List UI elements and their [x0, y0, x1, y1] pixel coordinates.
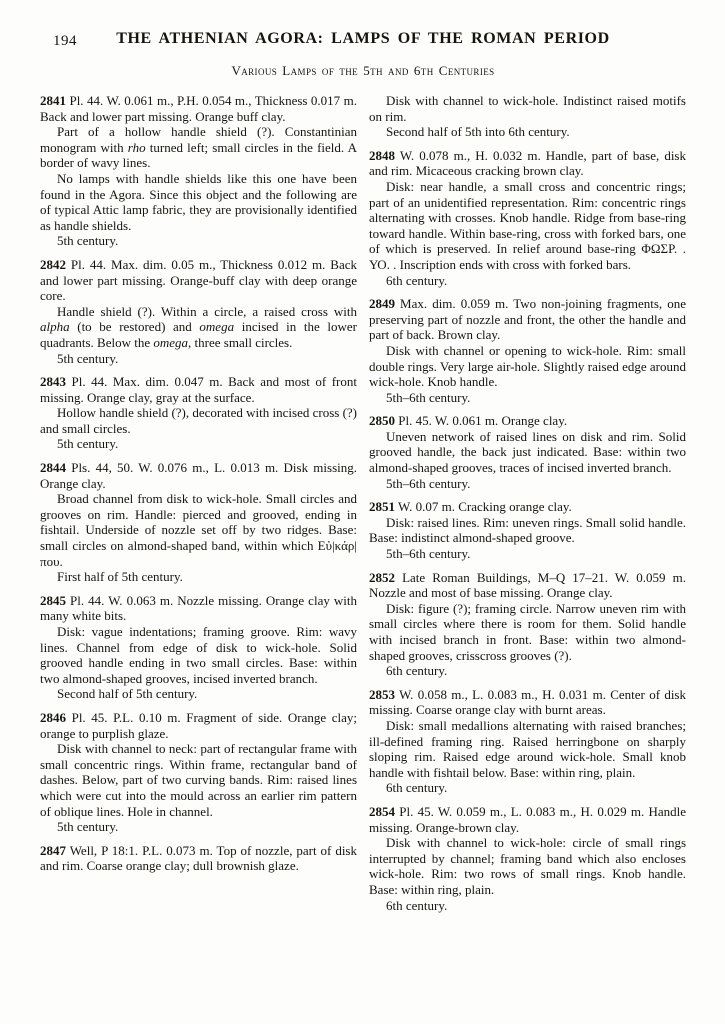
paragraph — [369, 390, 686, 406]
paragraph — [40, 93, 357, 124]
page-title: THE ATHENIAN AGORA: LAMPS OF THE ROMAN PERIOD — [116, 30, 610, 47]
text-segment: No lamps with handle shields like this one have been found in the Agora. Since this object and the following are of typical Attic lamp fabric, they are provisionally identified as handle shields. — [40, 170, 357, 233]
text-segment: Second half of 5th century. — [57, 686, 198, 702]
text-segment: , three small circles. — [188, 334, 293, 350]
text-segment: Pl. 44. W. 0.061 m., P.H. 0.054 m., Thickness 0.017 m. Back and lower part missing. Orange buff clay. — [40, 93, 357, 124]
catalog-entry-2847 — [40, 843, 357, 874]
catalog-number: 2852 — [369, 569, 395, 585]
text-segment: Pl. 44. Max. dim. 0.05 m., Thickness 0.012 m. Back and lower part missing. Orange-buff clay with deep orange core. — [40, 256, 357, 304]
catalog-number: 2853 — [369, 686, 395, 702]
text-segment: 5th century. — [57, 436, 119, 452]
catalog-number: 2847 — [40, 842, 66, 858]
paragraph — [369, 804, 686, 835]
text-segment: Disk with channel to wick-hole: circle of small rings interrupted by channel; framing band which also encloses wick-hole. Rim: two rows of small rings. Knob handle. Base: within ring, plain. — [369, 835, 686, 897]
paragraph — [369, 687, 686, 718]
text-segment: 5th–6th century. — [386, 475, 471, 491]
text-segment: 5th century. — [57, 350, 119, 366]
catalog-entry-2852 — [369, 570, 686, 679]
catalog-number: 2848 — [369, 147, 395, 163]
paragraph — [369, 273, 686, 289]
catalog-entry-2851 — [369, 499, 686, 561]
catalog-entry-2842 — [40, 257, 357, 366]
text-segment: Disk with channel or opening to wick-hole. Rim: small double rings. Very large air-hole. Slightly raised edge around wick-hole. Knob handle. — [369, 342, 686, 390]
paragraph — [40, 304, 357, 351]
paragraph — [369, 835, 686, 897]
paragraph — [40, 593, 357, 624]
catalog-number: 2843 — [40, 374, 66, 390]
text-segment: Part of a hollow handle shield (?). Constantinian monogram with — [40, 124, 357, 155]
text-segment: Pl. 44. Max. dim. 0.047 m. Back and most of front missing. Orange clay, gray at the surface. — [40, 374, 357, 405]
text-segment: Pl. 45. P.L. 0.10 m. Fragment of side. Orange clay; orange to purplish glaze. — [40, 709, 357, 741]
italic-term: rho — [127, 139, 146, 155]
text-segment: 5th century. — [57, 233, 119, 249]
paragraph — [369, 663, 686, 679]
text-segment: Second half of 5th into 6th century. — [386, 124, 570, 140]
italic-term: omega — [199, 319, 235, 335]
text-segment: Disk with channel to wick-hole. Indistinct raised motifs on rim. — [369, 93, 686, 124]
page-header — [40, 30, 686, 52]
text-segment: Disk: raised lines. Rim: uneven rings. Small solid handle. Base: indistinct almond-shaped groove. — [369, 514, 686, 546]
paragraph — [369, 570, 686, 601]
text-segment: Max. dim. 0.059 m. Two non-joining fragments, one preserving part of nozzle and front, the other the handle and part of back. Brown clay. — [369, 296, 686, 343]
paragraph — [369, 429, 686, 476]
text-columns — [40, 93, 686, 921]
text-segment: W. 0.058 m., L. 0.083 m., H. 0.031 m. Center of disk missing. Coarse orange clay with burnt areas. — [369, 686, 686, 718]
paragraph — [40, 171, 357, 233]
catalog-entry-2850 — [369, 413, 686, 491]
text-segment: Uneven network of raised lines on disk and rim. Solid grooved handle, the back just indicated. Base: within two almond-shaped grooves, traces of incised inverted branch. — [369, 428, 686, 476]
text-segment: Pl. 45. W. 0.061 m. Orange clay. — [395, 413, 568, 429]
text-segment: W. 0.07 m. Cracking orange clay. — [395, 499, 572, 515]
catalog-entry-2849 — [369, 296, 686, 405]
paragraph — [369, 898, 686, 914]
catalog-entry-2843 — [40, 374, 357, 452]
paragraph — [40, 405, 357, 436]
text-segment: Handle shield (?). Within a circle, a raised cross with — [57, 303, 357, 319]
page-number: 194 — [53, 33, 77, 49]
text-segment: Disk with channel to neck: part of rectangular frame with small concentric rings. Within frame, rectangular band of dashes. Below, part of two curving bands. Rim: raised lines which were cut into the mould across an earlier rim pattern of oblique lines. Hole in channel. — [40, 741, 357, 819]
text-segment: 6th century. — [386, 780, 448, 796]
catalog-number: 2845 — [40, 592, 66, 608]
catalog-entry-2848 — [369, 148, 686, 288]
catalog-number: 2849 — [369, 296, 395, 312]
paragraph — [369, 515, 686, 546]
text-segment: First half of 5th century. — [57, 569, 183, 585]
paragraph — [369, 546, 686, 562]
text-segment: Pls. 44, 50. W. 0.076 m., L. 0.013 m. Disk missing. Orange clay. — [40, 460, 357, 491]
paragraph — [40, 624, 357, 686]
text-segment: Disk: near handle, a small cross and concentric rings; part of an unidentified representation. Rim: concentric rings alternating with crosses. Knob handle. Ridge from base-ring toward handle. Within base-ring, cross with forked bars, one of which is preserved. In relief around base-ring ΦΩΣΡ. . ΥΟ. . Inscription ends with cross with forked bars. — [369, 178, 686, 272]
text-segment: Well, P 18:1. P.L. 0.073 m. Top of nozzle, part of disk and rim. Coarse orange clay; dull brownish glaze. — [40, 842, 357, 874]
paragraph — [369, 93, 686, 124]
paragraph — [40, 741, 357, 819]
text-segment: W. 0.078 m., H. 0.032 m. Handle, part of base, disk and rim. Micaceous cracking brown clay. — [369, 147, 686, 179]
catalog-number: 2844 — [40, 460, 66, 476]
paragraph — [369, 179, 686, 273]
paragraph — [40, 436, 357, 452]
paragraph — [40, 233, 357, 249]
paragraph — [369, 413, 686, 429]
paragraph — [40, 124, 357, 171]
paragraph — [40, 569, 357, 585]
paragraph — [369, 476, 686, 492]
paragraph — [369, 343, 686, 390]
paragraph — [369, 296, 686, 343]
catalog-number: 2846 — [40, 709, 66, 725]
paragraph — [40, 819, 357, 835]
catalog-entry-2846 — [40, 710, 357, 835]
section-heading: Various Lamps of the 5th and 6th Centuries — [231, 63, 495, 78]
paragraph — [40, 257, 357, 304]
catalog-entry-2853 — [369, 687, 686, 796]
text-segment: Late Roman Buildings, M–Q 17–21. W. 0.059 m. Nozzle and most of base missing. Orange clay. — [369, 569, 686, 601]
paragraph — [40, 843, 357, 874]
paragraph — [369, 148, 686, 179]
paragraph — [369, 499, 686, 515]
text-segment: Hollow handle shield (?), decorated with incised cross (?) and small circles. — [40, 405, 357, 436]
text-segment: Pl. 44. W. 0.063 m. Nozzle missing. Orange clay with many white bits. — [40, 592, 357, 624]
text-segment: 6th century. — [386, 663, 448, 679]
text-segment: 5th century. — [57, 819, 119, 835]
paragraph — [369, 780, 686, 796]
text-segment: Disk: small medallions alternating with raised branches; ill-defined framing ring. Raised herringbone on sharply sloping rim. Raised edge around wick-hole. Small knob handle with fishtail below. Base: within ring, plain. — [369, 717, 686, 780]
catalog-number: 2841 — [40, 93, 66, 108]
catalog-number: 2851 — [369, 499, 395, 515]
paragraph — [369, 718, 686, 780]
catalog-entry-2847-continued — [369, 93, 686, 140]
paragraph — [40, 491, 357, 569]
catalog-entry-2844 — [40, 460, 357, 585]
catalog-entry-2854 — [369, 804, 686, 913]
text-segment: 5th–6th century. — [386, 389, 471, 405]
text-segment: 5th–6th century. — [386, 546, 471, 562]
catalog-entry-2845 — [40, 593, 357, 702]
text-segment: 6th century. — [386, 897, 448, 913]
paragraph — [369, 124, 686, 140]
right-column — [369, 93, 686, 921]
left-column — [40, 93, 357, 921]
text-segment: Disk: vague indentations; framing groove. Rim: wavy lines. Channel from edge of disk to wick-hole. Solid grooved handle ending in two small circles. Base: within two almond-shaped grooves, incised inverted branch. — [40, 624, 357, 686]
catalog-number: 2842 — [40, 256, 66, 272]
catalog-number: 2850 — [369, 413, 395, 429]
text-segment: (to be restored) and — [69, 319, 200, 335]
text-segment: incised in the lower quadrants. Below the — [40, 319, 357, 350]
paragraph — [369, 601, 686, 663]
text-segment: Broad channel from disk to wick-hole. Small circles and grooves on rim. Handle: pierced and grooved, ending in fishtail. Underside of nozzle set off by two ridges. Base: small circles on almond-shaped band, within which Εὐ|κάρ|που. — [40, 491, 357, 569]
paragraph — [40, 374, 357, 405]
text-segment: turned left; small circles in the field. A border of wavy lines. — [40, 139, 357, 171]
text-segment: Pl. 45. W. 0.059 m., L. 0.083 m., H. 0.029 m. Handle missing. Orange-brown clay. — [369, 803, 686, 835]
paragraph — [40, 686, 357, 702]
catalog-entry-2841 — [40, 93, 357, 249]
paragraph — [40, 351, 357, 367]
italic-term: omega — [153, 334, 189, 350]
paragraph — [40, 460, 357, 491]
catalog-number: 2854 — [369, 803, 395, 819]
paragraph — [40, 710, 357, 741]
text-segment: Disk: figure (?); framing circle. Narrow uneven rim with small circles where there is room for them. Solid handle with incised branch in front. Base: within two almond-shaped grooves, crisscross grooves (?). — [369, 600, 686, 663]
text-segment: 6th century. — [386, 272, 448, 288]
italic-term: alpha — [40, 319, 70, 335]
